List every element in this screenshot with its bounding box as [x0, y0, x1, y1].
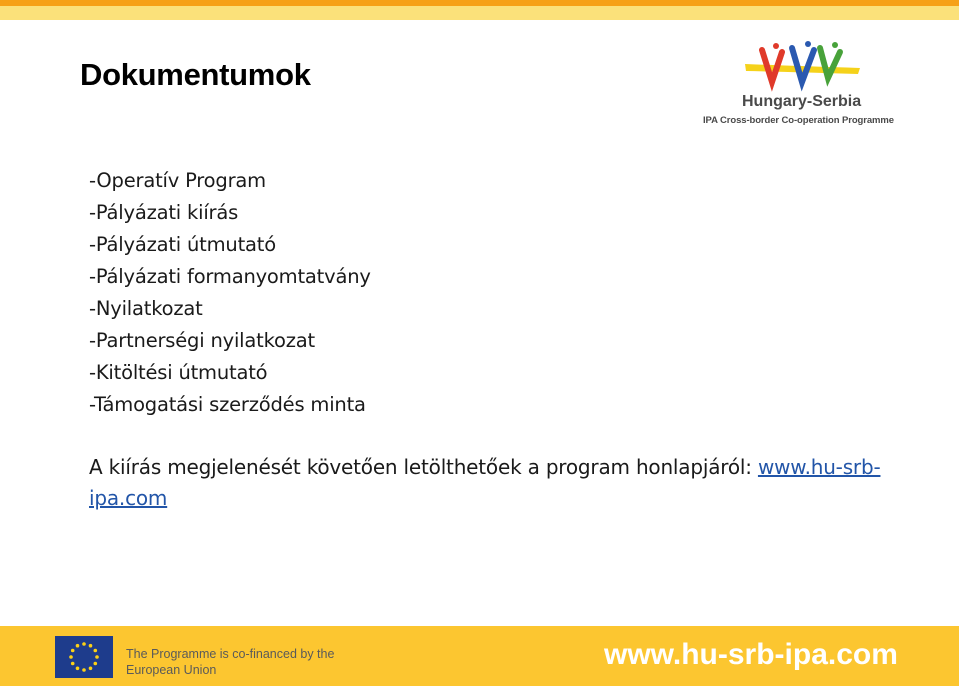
list-item: -Kitöltési útmutató [89, 361, 268, 384]
list-item: -Pályázati kiírás [89, 201, 239, 224]
document-list [89, 166, 371, 422]
footer-website-url[interactable]: www.hu-srb-ipa.com [604, 638, 898, 671]
top-accent-bar [0, 0, 959, 20]
list-item: -Támogatási szerződés minta [89, 393, 366, 416]
eu-flag-icon [55, 636, 113, 678]
list-item: -Pályázati útmutató [89, 233, 276, 256]
logo-title: Hungary-Serbia [742, 93, 862, 110]
download-note [89, 452, 929, 514]
list-item: -Operatív Program [89, 169, 266, 192]
list-item: -Pályázati formanyomtatvány [89, 265, 371, 288]
note-text: A kiírás megjelenését követően letölthetőek a program honlapjáról: [89, 455, 758, 479]
cofinance-text: The Programme is co-financed by the European Union [126, 647, 335, 677]
page-title: Dokumentumok [80, 57, 311, 92]
list-item: -Nyilatkozat [89, 297, 203, 320]
website-link[interactable]: www.hu-srb-ipa.com [89, 455, 881, 510]
list-item: -Partnerségi nyilatkozat [89, 329, 315, 352]
logo-subtitle: IPA Cross-border Co-operation Programme [703, 115, 894, 126]
